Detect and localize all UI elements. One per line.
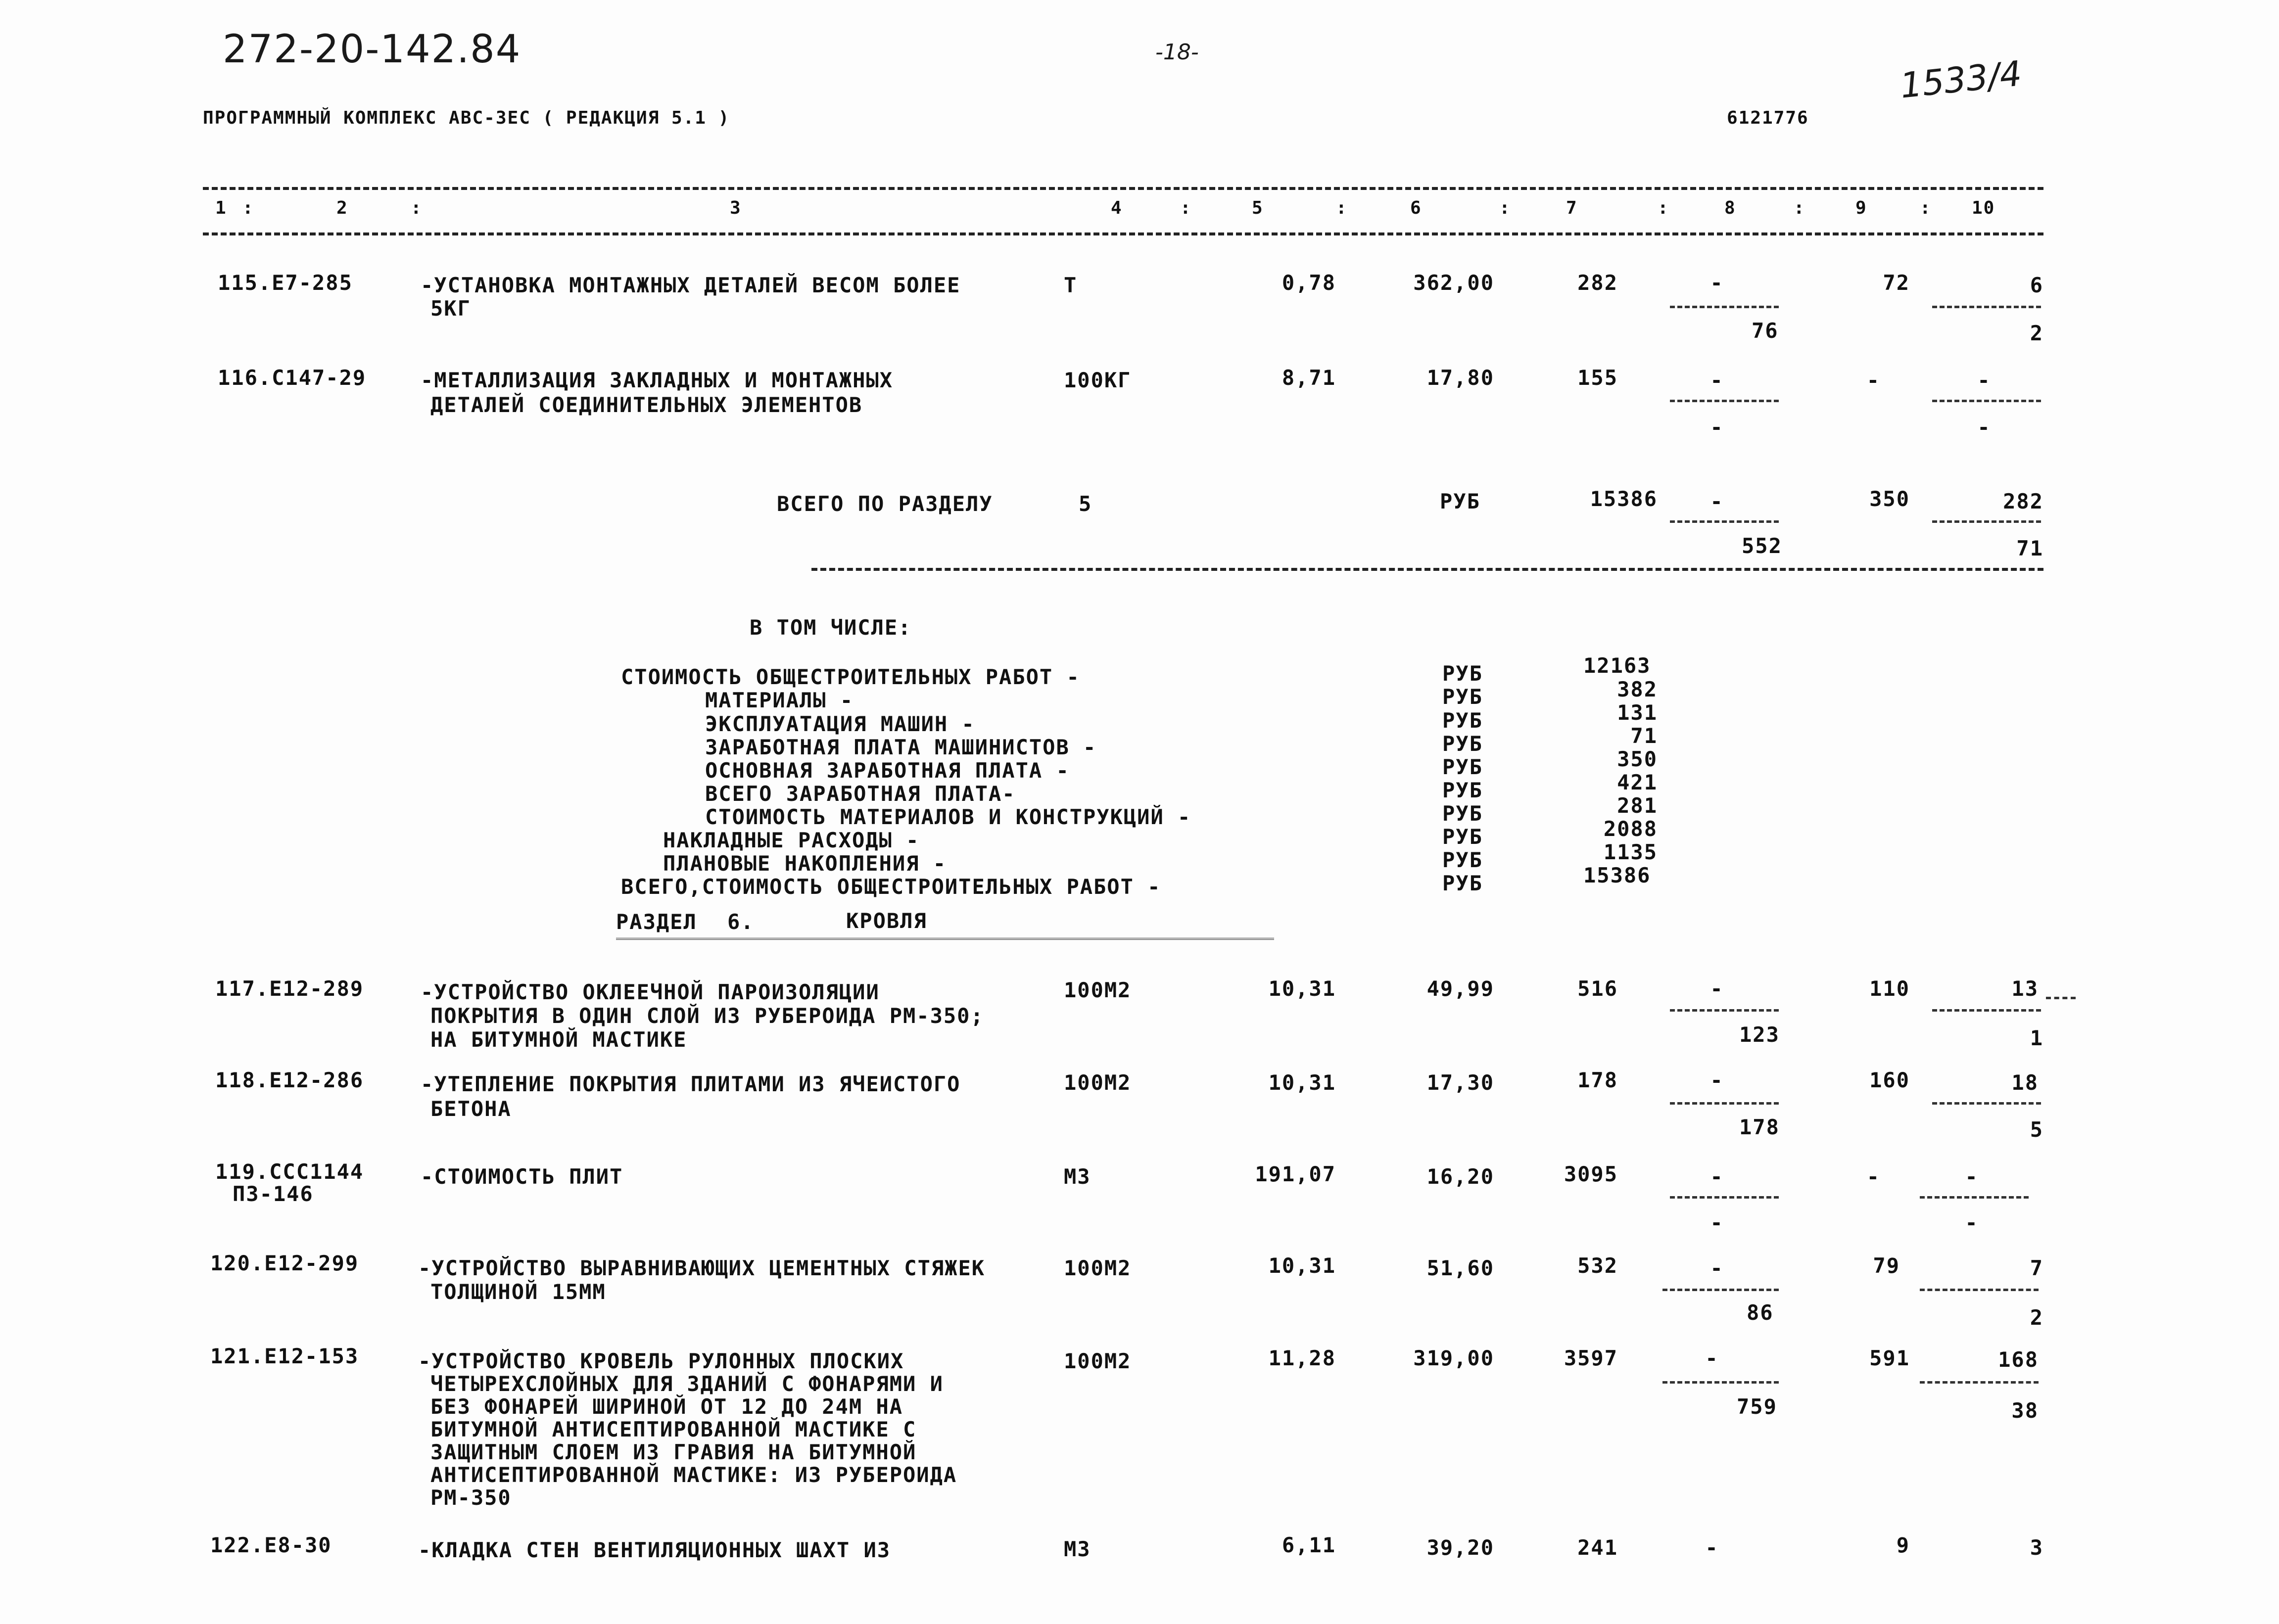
- column-header-row: [203, 198, 2043, 223]
- row-unit: М3: [1064, 1164, 1091, 1189]
- page-number: -18-: [1155, 40, 1199, 65]
- including-currency: РУБ: [1442, 732, 1483, 756]
- row-total: 516: [1577, 976, 1618, 1001]
- row-description-line: НА БИТУМНОЙ МАСТИКЕ: [430, 1027, 687, 1052]
- row-unit-price: 16,20: [1426, 1164, 1494, 1189]
- row-number: 118.Е12-286: [215, 1068, 364, 1092]
- row-col10-top: 13: [2011, 976, 2039, 1001]
- fraction-line: [1920, 1196, 2029, 1199]
- col-sep: :: [1499, 198, 1511, 218]
- col-sep: :: [1920, 198, 1932, 218]
- row-col10-bottom: -: [1977, 415, 1991, 439]
- col-sep: :: [1794, 198, 1805, 218]
- including-value: 131: [1617, 700, 1658, 725]
- row-description-line: -УСТРОЙСТВО ОКЛЕЕЧНОЙ ПАРОИЗОЛЯЦИИ: [421, 980, 880, 1004]
- row-col10-top: -: [1977, 368, 1991, 392]
- row-unit-price: 17,30: [1426, 1070, 1494, 1095]
- including-currency: РУБ: [1442, 871, 1483, 895]
- row-description-line: РМ-350: [430, 1485, 512, 1510]
- row-description-line: ТОЛЩИНОЙ 15ММ: [430, 1280, 606, 1304]
- row-col9: -: [1866, 368, 1880, 392]
- fraction-line: [1932, 306, 2041, 308]
- row-col10-bottom: 1: [2030, 1026, 2043, 1050]
- row-quantity: 8,71: [1282, 366, 1336, 390]
- row-col8-bottom: 123: [1739, 1022, 1780, 1047]
- section-total-number: 5: [1079, 492, 1092, 516]
- row-description-line: ДЕТАЛЕЙ СОЕДИНИТЕЛЬНЫХ ЭЛЕМЕНТОВ: [430, 393, 863, 417]
- section-heading-underline: [616, 938, 1274, 944]
- row-quantity: 10,31: [1268, 1253, 1336, 1278]
- row-col10-bottom: 38: [2011, 1398, 2039, 1423]
- fraction-line: [1662, 1381, 1779, 1384]
- col-sep: :: [242, 198, 254, 218]
- row-col8-top: -: [1705, 1535, 1719, 1560]
- col-header-10: 10: [1972, 198, 1995, 218]
- fraction-line: [1670, 306, 1779, 308]
- including-currency: РУБ: [1442, 778, 1483, 802]
- program-code: 6121776: [1727, 108, 1809, 128]
- row-col10-bottom: 2: [2030, 321, 2043, 345]
- col-header-4: 4: [1111, 198, 1123, 218]
- section-heading-number: 6.: [727, 910, 755, 934]
- row-description-line: -УСТРОЙСТВО КРОВЕЛЬ РУЛОННЫХ ПЛОСКИХ: [418, 1349, 904, 1373]
- row-col9: 110: [1869, 976, 1910, 1001]
- col-sep: :: [1658, 198, 1669, 218]
- row-quantity: 10,31: [1268, 976, 1336, 1001]
- including-value: 350: [1617, 747, 1658, 771]
- row-description-line: -УСТРОЙСТВО ВЫРАВНИВАЮЩИХ ЦЕМЕНТНЫХ СТЯЖЕК: [418, 1256, 986, 1280]
- row-description-line: -УСТАНОВКА МОНТАЖНЫХ ДЕТАЛЕЙ ВЕСОМ БОЛЕЕ: [421, 273, 961, 297]
- row-quantity: 10,31: [1268, 1070, 1336, 1095]
- row-number-secondary: П3-146: [233, 1182, 314, 1206]
- row-unit: 100М2: [1064, 1349, 1132, 1373]
- header-rule-top: [203, 187, 2043, 190]
- row-description-line: ЗАЩИТНЫМ СЛОЕМ ИЗ ГРАВИЯ НА БИТУМНОЙ: [430, 1440, 917, 1464]
- row-col10-top: 7: [2030, 1256, 2043, 1280]
- row-description-line: 5КГ: [430, 296, 471, 321]
- including-currency: РУБ: [1442, 801, 1483, 826]
- row-col8-bottom: 86: [1747, 1300, 1774, 1325]
- row-number: 121.Е12-153: [210, 1344, 359, 1368]
- including-label: ЗАРАБОТНАЯ ПЛАТА МАШИНИСТОВ -: [705, 735, 1097, 759]
- including-value: 71: [1630, 724, 1658, 748]
- section-total-label: ВСЕГО ПО РАЗДЕЛУ: [777, 492, 993, 516]
- row-quantity: 0,78: [1282, 271, 1336, 295]
- col-header-8: 8: [1724, 198, 1736, 218]
- program-line: ПРОГРАММНЫЙ КОМПЛЕКС АВС-3ЕС ( РЕДАКЦИЯ 5.1 ): [203, 108, 730, 128]
- fraction-line: [1670, 1009, 1779, 1012]
- row-unit-price: 319,00: [1413, 1346, 1494, 1370]
- row-number: 117.Е12-289: [215, 976, 364, 1001]
- row-col10-bottom: 5: [2030, 1117, 2043, 1142]
- fraction-line: [1670, 1196, 1779, 1199]
- row-col8-top: -: [1710, 368, 1724, 392]
- col-header-3: 3: [730, 198, 742, 218]
- row-total: 282: [1577, 271, 1618, 295]
- col-header-1: 1: [215, 198, 227, 218]
- including-label: ПЛАНОВЫЕ НАКОПЛЕНИЯ -: [663, 851, 947, 876]
- including-value: 281: [1617, 793, 1658, 818]
- row-col8-bottom: -: [1710, 415, 1724, 439]
- row-total: 3597: [1564, 1346, 1618, 1370]
- row-col8-top: -: [1710, 976, 1724, 1001]
- row-col10-top: 6: [2030, 273, 2043, 297]
- section-total-amount: 15386: [1590, 487, 1658, 511]
- header-rule-bottom: [203, 232, 2043, 235]
- row-description-line: ЧЕТЫРЕХСЛОЙНЫХ ДЛЯ ЗДАНИЙ С ФОНАРЯМИ И: [430, 1372, 944, 1396]
- fraction-line: [1920, 1289, 2039, 1291]
- including-value: 2088: [1603, 817, 1658, 841]
- section-total-col8-top: -: [1710, 489, 1724, 513]
- including-currency: РУБ: [1442, 685, 1483, 709]
- row-number: 122.Е8-30: [210, 1533, 332, 1557]
- col-header-6: 6: [1410, 198, 1422, 218]
- col-sep: :: [1336, 198, 1348, 218]
- row-col9: 591: [1869, 1346, 1910, 1370]
- row-description-line: АНТИСЕПТИРОВАННОЙ МАСТИКЕ: ИЗ РУБЕРОИДА: [430, 1463, 957, 1487]
- including-value: 12163: [1583, 653, 1651, 678]
- fraction-line: [1932, 400, 2041, 402]
- row-col8-top: -: [1710, 271, 1724, 295]
- including-value: 382: [1617, 677, 1658, 701]
- row-description-line: БЕТОНА: [430, 1097, 512, 1121]
- section-total-col8-bottom: 552: [1742, 534, 1782, 558]
- row-col9: 72: [1883, 271, 1910, 295]
- row-number: 120.Е12-299: [210, 1251, 359, 1275]
- row-col8-bottom: 759: [1737, 1394, 1777, 1419]
- row-total: 241: [1577, 1535, 1618, 1560]
- row-unit-price: 17,80: [1426, 366, 1494, 390]
- row-col10-top: 18: [2011, 1070, 2039, 1095]
- row-total: 178: [1577, 1068, 1618, 1092]
- fraction-line: [1920, 1381, 2039, 1384]
- handwritten-reference: 1533/4: [1898, 53, 2024, 106]
- including-label: ВСЕГО ЗАРАБОТНАЯ ПЛАТА-: [705, 782, 1016, 806]
- row-col10-top: -: [1965, 1164, 1979, 1189]
- row-col9: 9: [1896, 1533, 1910, 1557]
- row-unit: 100М2: [1064, 978, 1132, 1002]
- row-col8-top: -: [1710, 1164, 1724, 1189]
- document-code: 272-20-142.84: [223, 27, 522, 72]
- row-quantity: 191,07: [1255, 1162, 1336, 1186]
- row-col9: 79: [1873, 1253, 1900, 1278]
- including-currency: РУБ: [1442, 661, 1483, 686]
- fraction-line: [1670, 1102, 1779, 1105]
- row-quantity: 11,28: [1268, 1346, 1336, 1370]
- row-col9: 160: [1869, 1068, 1910, 1092]
- including-currency: РУБ: [1442, 848, 1483, 872]
- section-heading-name: КРОВЛЯ: [846, 909, 927, 933]
- row-unit-price: 39,20: [1426, 1535, 1494, 1560]
- col-sep: :: [411, 198, 423, 218]
- including-label: СТОИМОСТЬ МАТЕРИАЛОВ И КОНСТРУКЦИЙ -: [705, 805, 1191, 829]
- including-value: 15386: [1583, 863, 1651, 887]
- row-number: 116.С147-29: [218, 366, 367, 390]
- fraction-line: [1932, 520, 2041, 523]
- fraction-line: [2046, 997, 2076, 999]
- row-description-line: ПОКРЫТИЯ В ОДИН СЛОЙ ИЗ РУБЕРОИДА РМ-350;: [430, 1004, 984, 1028]
- including-value: 1135: [1603, 840, 1658, 864]
- col-header-9: 9: [1855, 198, 1867, 218]
- including-label: ОСНОВНАЯ ЗАРАБОТНАЯ ПЛАТА -: [705, 758, 1070, 783]
- including-title: В ТОМ ЧИСЛЕ:: [750, 615, 912, 640]
- row-unit-price: 51,60: [1426, 1256, 1494, 1280]
- row-col9: -: [1866, 1164, 1880, 1189]
- section-total-col10-bottom: 71: [2016, 536, 2043, 560]
- row-col10-bottom: -: [1965, 1210, 1979, 1235]
- fraction-line: [1662, 1289, 1779, 1291]
- row-unit: 100КГ: [1064, 368, 1132, 392]
- row-total: 532: [1577, 1253, 1618, 1278]
- row-col8-top: -: [1710, 1256, 1724, 1280]
- col-header-5: 5: [1252, 198, 1264, 218]
- including-currency: РУБ: [1442, 825, 1483, 849]
- row-col8-bottom: 178: [1739, 1115, 1780, 1139]
- row-description-line: -МЕТАЛЛИЗАЦИЯ ЗАКЛАДНЫХ И МОНТАЖНЫХ: [421, 368, 894, 392]
- including-label: НАКЛАДНЫЕ РАСХОДЫ -: [663, 828, 920, 852]
- section-total-currency: РУБ: [1440, 489, 1480, 513]
- row-unit: 100М2: [1064, 1256, 1132, 1280]
- row-col10-top: 3: [2030, 1535, 2043, 1560]
- row-description-line: БЕЗ ФОНАРЕЙ ШИРИНОЙ ОТ 12 ДО 24М НА: [430, 1394, 903, 1419]
- fraction-line: [1670, 400, 1779, 402]
- row-col8-top: -: [1710, 1068, 1724, 1092]
- including-label: ВСЕГО,СТОИМОСТЬ ОБЩЕСТРОИТЕЛЬНЫХ РАБОТ -: [621, 875, 1161, 899]
- including-label: ЭКСПЛУАТАЦИЯ МАШИН -: [705, 712, 975, 736]
- section-heading-label: РАЗДЕЛ: [616, 910, 697, 934]
- row-description-line: -КЛАДКА СТЕН ВЕНТИЛЯЦИОННЫХ ШАХТ ИЗ: [418, 1538, 891, 1562]
- row-unit-price: 362,00: [1413, 271, 1494, 295]
- row-unit: Т: [1064, 273, 1078, 297]
- fraction-line: [1932, 1102, 2041, 1105]
- including-currency: РУБ: [1442, 755, 1483, 779]
- section-total-col10-top: 282: [2003, 489, 2043, 513]
- section-total-col9: 350: [1869, 487, 1910, 511]
- including-label: СТОИМОСТЬ ОБЩЕСТРОИТЕЛЬНЫХ РАБОТ -: [621, 665, 1080, 689]
- including-label: МАТЕРИАЛЫ -: [705, 688, 854, 712]
- row-total: 155: [1577, 366, 1618, 390]
- row-description-line: -УТЕПЛЕНИЕ ПОКРЫТИЯ ПЛИТАМИ ИЗ ЯЧЕИСТОГО: [421, 1072, 961, 1096]
- row-col8-bottom: 76: [1752, 319, 1779, 343]
- row-unit-price: 49,99: [1426, 976, 1494, 1001]
- row-col10-bottom: 2: [2030, 1305, 2043, 1330]
- including-currency: РУБ: [1442, 708, 1483, 733]
- row-quantity: 6,11: [1282, 1533, 1336, 1557]
- row-unit: М3: [1064, 1537, 1091, 1561]
- row-number: 119.ССС1144: [215, 1160, 364, 1184]
- row-col10-top: 168: [1998, 1347, 2039, 1372]
- including-value: 421: [1617, 770, 1658, 794]
- fraction-line: [1670, 520, 1779, 523]
- col-sep: :: [1180, 198, 1192, 218]
- col-header-7: 7: [1566, 198, 1578, 218]
- section-total-rule: [811, 568, 2043, 571]
- row-total: 3095: [1564, 1162, 1618, 1186]
- col-header-2: 2: [336, 198, 348, 218]
- row-number: 115.Е7-285: [218, 271, 353, 295]
- fraction-line: [1932, 1009, 2041, 1012]
- row-unit: 100М2: [1064, 1070, 1132, 1095]
- row-col8-bottom: -: [1710, 1210, 1724, 1235]
- row-description-line: БИТУМНОЙ АНТИСЕПТИРОВАННОЙ МАСТИКЕ С: [430, 1417, 917, 1441]
- row-description-line: -СТОИМОСТЬ ПЛИТ: [421, 1164, 623, 1189]
- row-col8-top: -: [1705, 1346, 1719, 1370]
